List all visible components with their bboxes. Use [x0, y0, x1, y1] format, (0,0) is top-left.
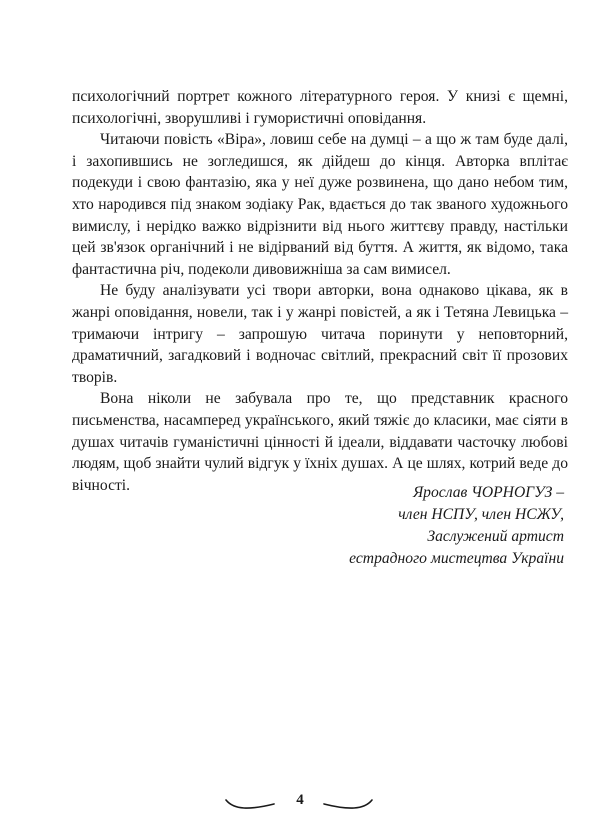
left-flourish-icon	[224, 796, 276, 810]
page-footer	[0, 790, 600, 820]
signature-membership: член НСПУ, член НСЖУ,	[398, 506, 564, 523]
signature-name: Ярослав ЧОРНОГУЗ –	[412, 484, 564, 501]
signature-title-continued: естрадного мистецтва України	[349, 550, 564, 567]
paragraph-3: Не буду аналізувати усі твори авторки, вона однаково цікава, як в жанрі оповідання, новели, так і у жанрі повістей, а як і Тетяна Левицька – тримаючи інтригу – запрошую читача поринути у неповторний, драматичний, загадковий і водночас світлий, прекрасний світ її прозових творів.	[72, 282, 568, 386]
signature-title: Заслужений артист	[427, 528, 564, 545]
page-number: 4	[296, 792, 304, 808]
body-text	[72, 86, 568, 496]
paragraph-1: психологічний портрет кожного літературного героя. У книзі є щемні, психологічні, зворушливі і гумористичні оповідання.	[72, 88, 568, 127]
paragraph-2: Читаючи повість «Віра», ловиш себе на думці – а що ж там буде далі, і захопившись не зогледишся, як дійдеш до кінця. Авторка вплітає подекуди і свою фантазію, яка у неї дуже розвинена, що дано небом тим, хто народився під знаком зодіаку Рак, вдається до так званого художнього вимислу, і нерідко важко відрізнити від нього життєву правду, настільки цей зв'язок органічний і не відірваний від буття. А життя, як відомо, така фантастична річ, подеколи дивовижніша за сам вимисел.	[72, 131, 568, 278]
author-signature	[264, 482, 564, 570]
right-flourish-icon	[322, 796, 374, 810]
paragraph-4: Вона ніколи не забувала про те, що представник красного письменства, насамперед українського, який тяжіє до класики, має сіяти в душах читачів гуманістичні цінності й ідеали, віддавати часточку любові людям, щоб знайти чулий відгук у їхніх душах. А це шлях, котрий веде до вічності.	[72, 390, 568, 494]
